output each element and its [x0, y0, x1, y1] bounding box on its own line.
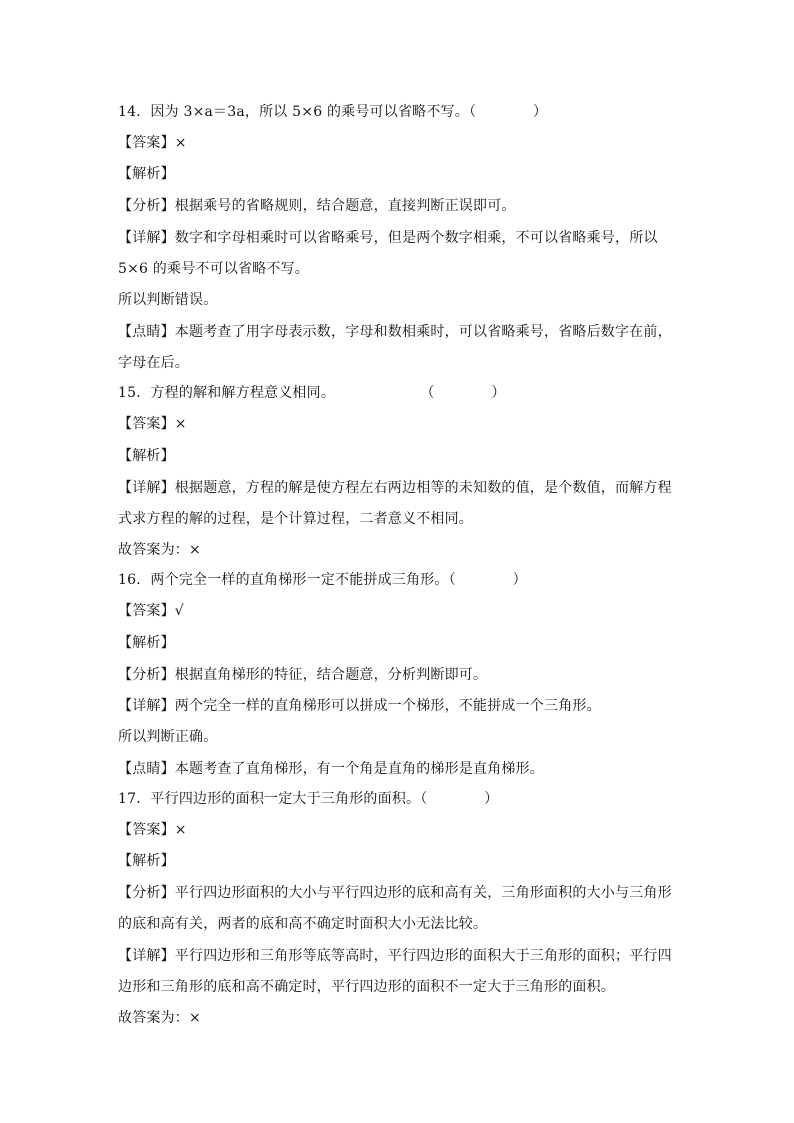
q17-answer: 【答案】× [118, 822, 187, 838]
q15-answer: 【答案】× [118, 416, 187, 432]
q14-comment-line-2: 字母在后。 [118, 355, 189, 371]
q14-question: 14．因为 3×a＝3a，所以 5×6 的乘号可以省略不写。（ ） [118, 104, 548, 120]
q15-question: 15．方程的解和解方程意义相同。 （ ） [118, 385, 506, 401]
q14-detail-line-2: 5×6 的乘号不可以省略不写。 [118, 261, 309, 277]
q15-conclusion: 故答案为：× [118, 542, 201, 558]
q14-analysis-heading: 【解析】 [118, 166, 175, 182]
q17-detail-line-1: 【详解】平行四边形和三角形等底等高时，平行四边形的面积大于三角形的面积；平行四 [118, 948, 672, 964]
q14-judgement: 所以判断错误。 [118, 292, 218, 308]
q17-conclusion: 故答案为：× [118, 1010, 201, 1026]
q17-detail-line-2: 边形和三角形的底和高不确定时，平行四边形的面积不一定大于三角形的面积。 [118, 979, 615, 995]
q16-answer: 【答案】√ [118, 603, 184, 619]
q15-analysis-heading: 【解析】 [118, 448, 175, 464]
q16-judgement: 所以判断正确。 [118, 729, 218, 745]
q14-detail-line-1: 【详解】数字和字母相乘时可以省略乘号，但是两个数字相乘，不可以省略乘号，所以 [118, 230, 658, 246]
q17-analysis-line-1: 【分析】平行四边形面积的大小与平行四边形的底和高有关，三角形面积的大小与三角形 [118, 885, 672, 901]
q16-analysis-heading: 【解析】 [118, 635, 175, 651]
q16-question: 16．两个完全一样的直角梯形一定不能拼成三角形。（ ） [118, 572, 527, 588]
q16-comment: 【点睛】本题考查了直角梯形，有一个角是直角的梯形是直角梯形。 [118, 761, 544, 777]
q14-comment-line-1: 【点睛】本题考查了用字母表示数，字母和数相乘时，可以省略乘号，省略后数字在前， [118, 324, 672, 340]
q14-answer: 【答案】× [118, 135, 187, 151]
q17-analysis-heading: 【解析】 [118, 853, 175, 869]
q17-question: 17．平行四边形的面积一定大于三角形的面积。（ ） [118, 791, 499, 807]
q16-analysis: 【分析】根据直角梯形的特征，结合题意，分析判断即可。 [118, 667, 488, 683]
q15-detail-line-2: 式求方程的解的过程，是个计算过程，二者意义不相同。 [118, 511, 473, 527]
q17-analysis-line-2: 的底和高有关，两者的底和高不确定时面积大小无法比较。 [118, 916, 488, 932]
q15-detail-line-1: 【详解】根据题意，方程的解是使方程左右两边相等的未知数的值，是个数值，而解方程 [118, 480, 672, 496]
q14-analysis: 【分析】根据乘号的省略规则，结合题意，直接判断正误即可。 [118, 198, 516, 214]
q16-detail: 【详解】两个完全一样的直角梯形可以拼成一个梯形，不能拼成一个三角形。 [118, 698, 601, 714]
